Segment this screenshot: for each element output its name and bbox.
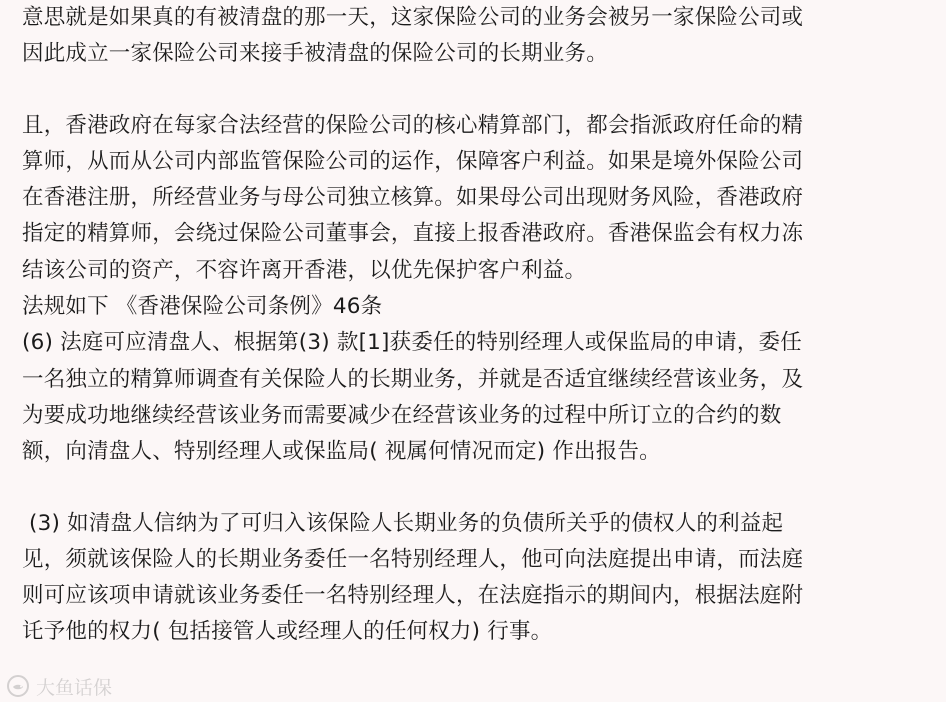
paragraph-1 bbox=[22, 0, 924, 73]
text-line: (3) 如清盘人信纳为了可归入该保险人长期业务的负债所关乎的债权人的利益起 bbox=[22, 510, 784, 536]
article-body bbox=[22, 0, 924, 651]
text-line: 意思就是如果真的有被清盘的那一天，这家保险公司的业务会被另一家保险公司或 bbox=[22, 5, 804, 30]
text-line: 算师，从而从公司内部监管保险公司的运作，保障客户利益。如果是境外保险公司 bbox=[22, 148, 804, 174]
text-line: 因此成立一家保险公司来接手被清盘的保险公司的长期业务。 bbox=[22, 41, 608, 67]
paragraph-spacer bbox=[22, 73, 924, 108]
paragraph-3 bbox=[22, 506, 924, 651]
text-line: 讬予他的权力( 包括接管人或经理人的任何权力) 行事。 bbox=[22, 619, 553, 645]
watermark bbox=[6, 672, 112, 700]
text-line: 见，须就该保险人的长期业务委任一名特别经理人，他可向法庭提出申请，而法庭 bbox=[22, 546, 804, 572]
text-line: (6) 法庭可应清盘人、根据第(3) 款[1]获委任的特别经理人或保监局的申请，委任 bbox=[22, 330, 802, 356]
text-line: 则可应该项申请就该业务委任一名特别经理人，在法庭指示的期间内，根据法庭附 bbox=[22, 583, 804, 609]
text-line: 结该公司的资产，不容许离开香港，以优先保护客户利益。 bbox=[22, 257, 587, 283]
watermark-logo-icon bbox=[6, 674, 30, 698]
text-line: 额，向清盘人、特别经理人或保监局( 视属何情况而定) 作出报告。 bbox=[22, 439, 661, 465]
text-line: 一名独立的精算师调查有关保险人的长期业务，并就是否适宜继续经营该业务，及 bbox=[22, 366, 804, 392]
text-line: 指定的精算师，会绕过保险公司董事会，直接上报香港政府。香港保监会有权力冻 bbox=[22, 221, 804, 247]
paragraph-spacer bbox=[22, 471, 924, 506]
regulation-heading: 法规如下 《香港保险公司条例》46条 bbox=[22, 294, 383, 320]
paragraph-2 bbox=[22, 108, 924, 471]
watermark-text: 大鱼话保 bbox=[36, 676, 113, 699]
text-line: 且，香港政府在每家合法经营的保险公司的核心精算部门，都会指派政府任命的精 bbox=[22, 112, 804, 138]
text-line: 在香港注册，所经营业务与母公司独立核算。如果母公司出现财务风险，香港政府 bbox=[22, 185, 804, 211]
text-line: 为要成功地继续经营该业务而需要减少在经营该业务的过程中所订立的合约的数 bbox=[22, 402, 782, 428]
